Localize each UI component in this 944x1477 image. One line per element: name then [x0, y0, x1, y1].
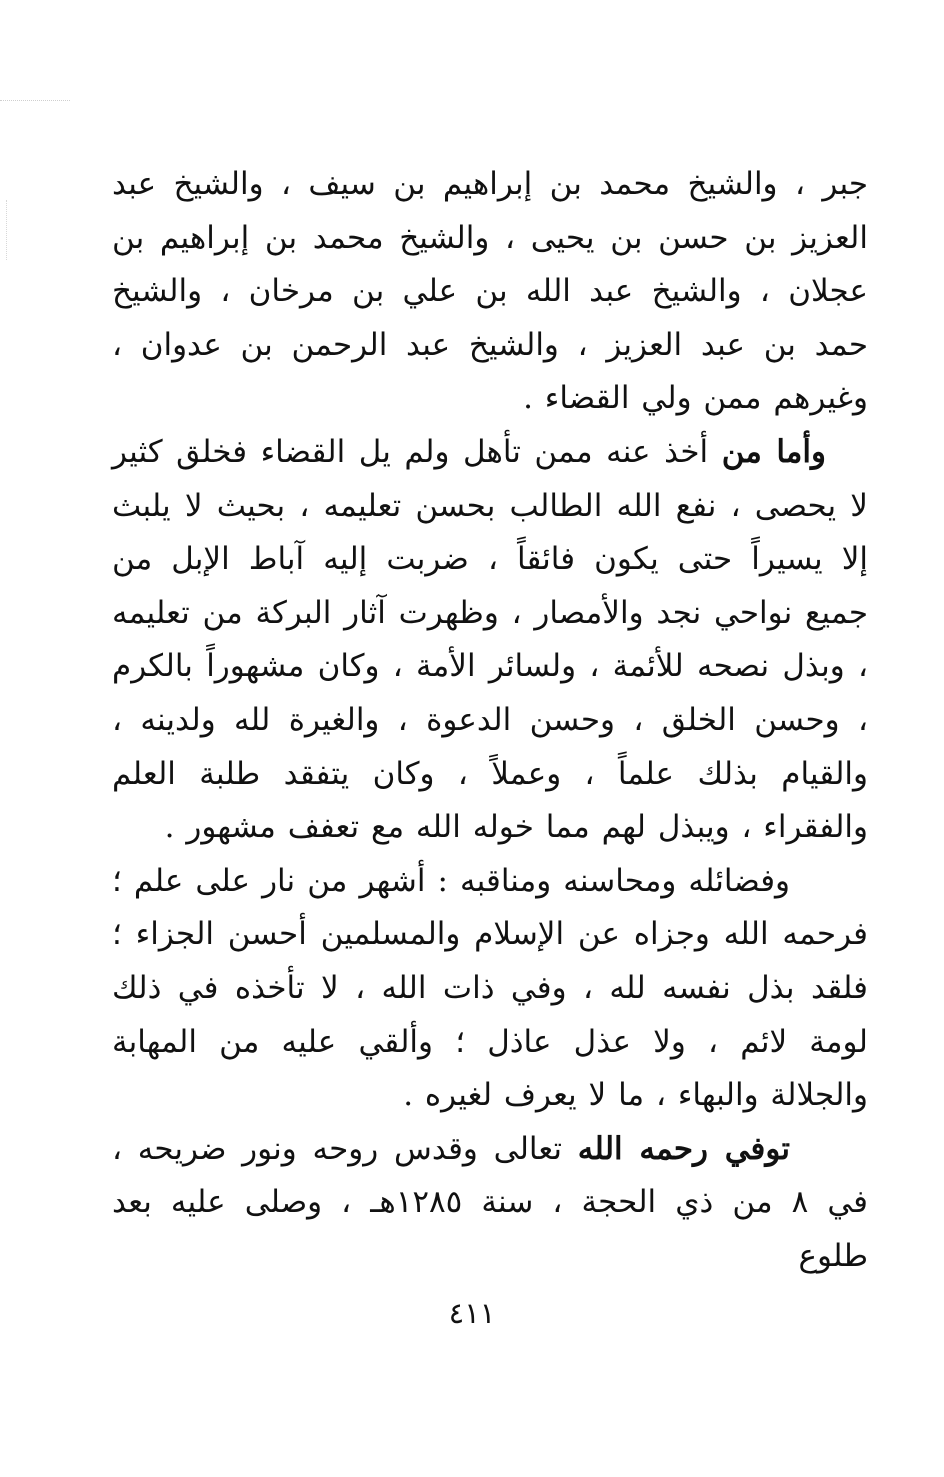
paragraph-text: أخذ عنه ممن تأهل ولم يل القضاء فخلق كثير لا يحصى ، نفع الله الطالب بحسن تعليمه ، بحيث لا يلبث إلا يسيراً حتى يكون فائقاً ، ضربت إليه آباط الإبل من جميع نواحي نجد والأمصار ، وظهرت آثار البركة من تعليمه ، وبذل نصحه للأئمة ، ولسائر الأمة ، وكان مشهوراً بالكرم ، وحسن الخلق ، وحسن الدعوة ، والغيرة لله ولدينه ، والقيام بذلك علماً ، وعملاً ، وكان يتفقد طلبة العلم والفقراء ، ويبذل لهم مما خوله الله مع تعفف مشهور . — [112, 433, 868, 846]
paragraph-lead: وأما من — [721, 433, 826, 470]
scan-artifact-line — [0, 100, 70, 102]
paragraph-death — [112, 1123, 868, 1284]
paragraph-students-judges — [112, 158, 868, 426]
paragraph-text: تعالى وقدس روحه ونور ضريحه ، في ٨ من ذي الحجة ، سنة ١٢٨٥هـ ، وصلى عليه بعد طلوع — [112, 1130, 868, 1274]
paragraph-text: وفضائله ومحاسنه ومناقبه : أشهر من نار على علم ؛ فرحمه الله وجزاه عن الإسلام والمسلمين أحسن الجزاء ؛ فلقد بذل نفسه لله ، وفي ذات الله ، لا تأخذه في ذلك لومة لائم ، ولا عذل عاذل ؛ وألقي عليه من المهابة والجلالة والبهاء ، ما لا يعرف لغيره . — [112, 862, 868, 1114]
paragraph-other-students — [112, 426, 868, 855]
scan-artifact-line — [6, 200, 8, 260]
body-text — [112, 158, 868, 1283]
paragraph-virtues — [112, 855, 868, 1123]
paragraph-text: جبر ، والشيخ محمد بن إبراهيم بن سيف ، والشيخ عبد العزيز بن حسن بن يحيى ، والشيخ محمد بن إبراهيم بن عجلان ، والشيخ عبد الله بن علي بن مرخان ، والشيخ حمد بن عبد العزيز ، والشيخ عبد الرحمن بن عدوان ، وغيرهم ممن ولي القضاء . — [112, 166, 868, 417]
paragraph-lead: توفي رحمه الله — [577, 1130, 790, 1167]
page-number: ٤١١ — [448, 1296, 496, 1330]
